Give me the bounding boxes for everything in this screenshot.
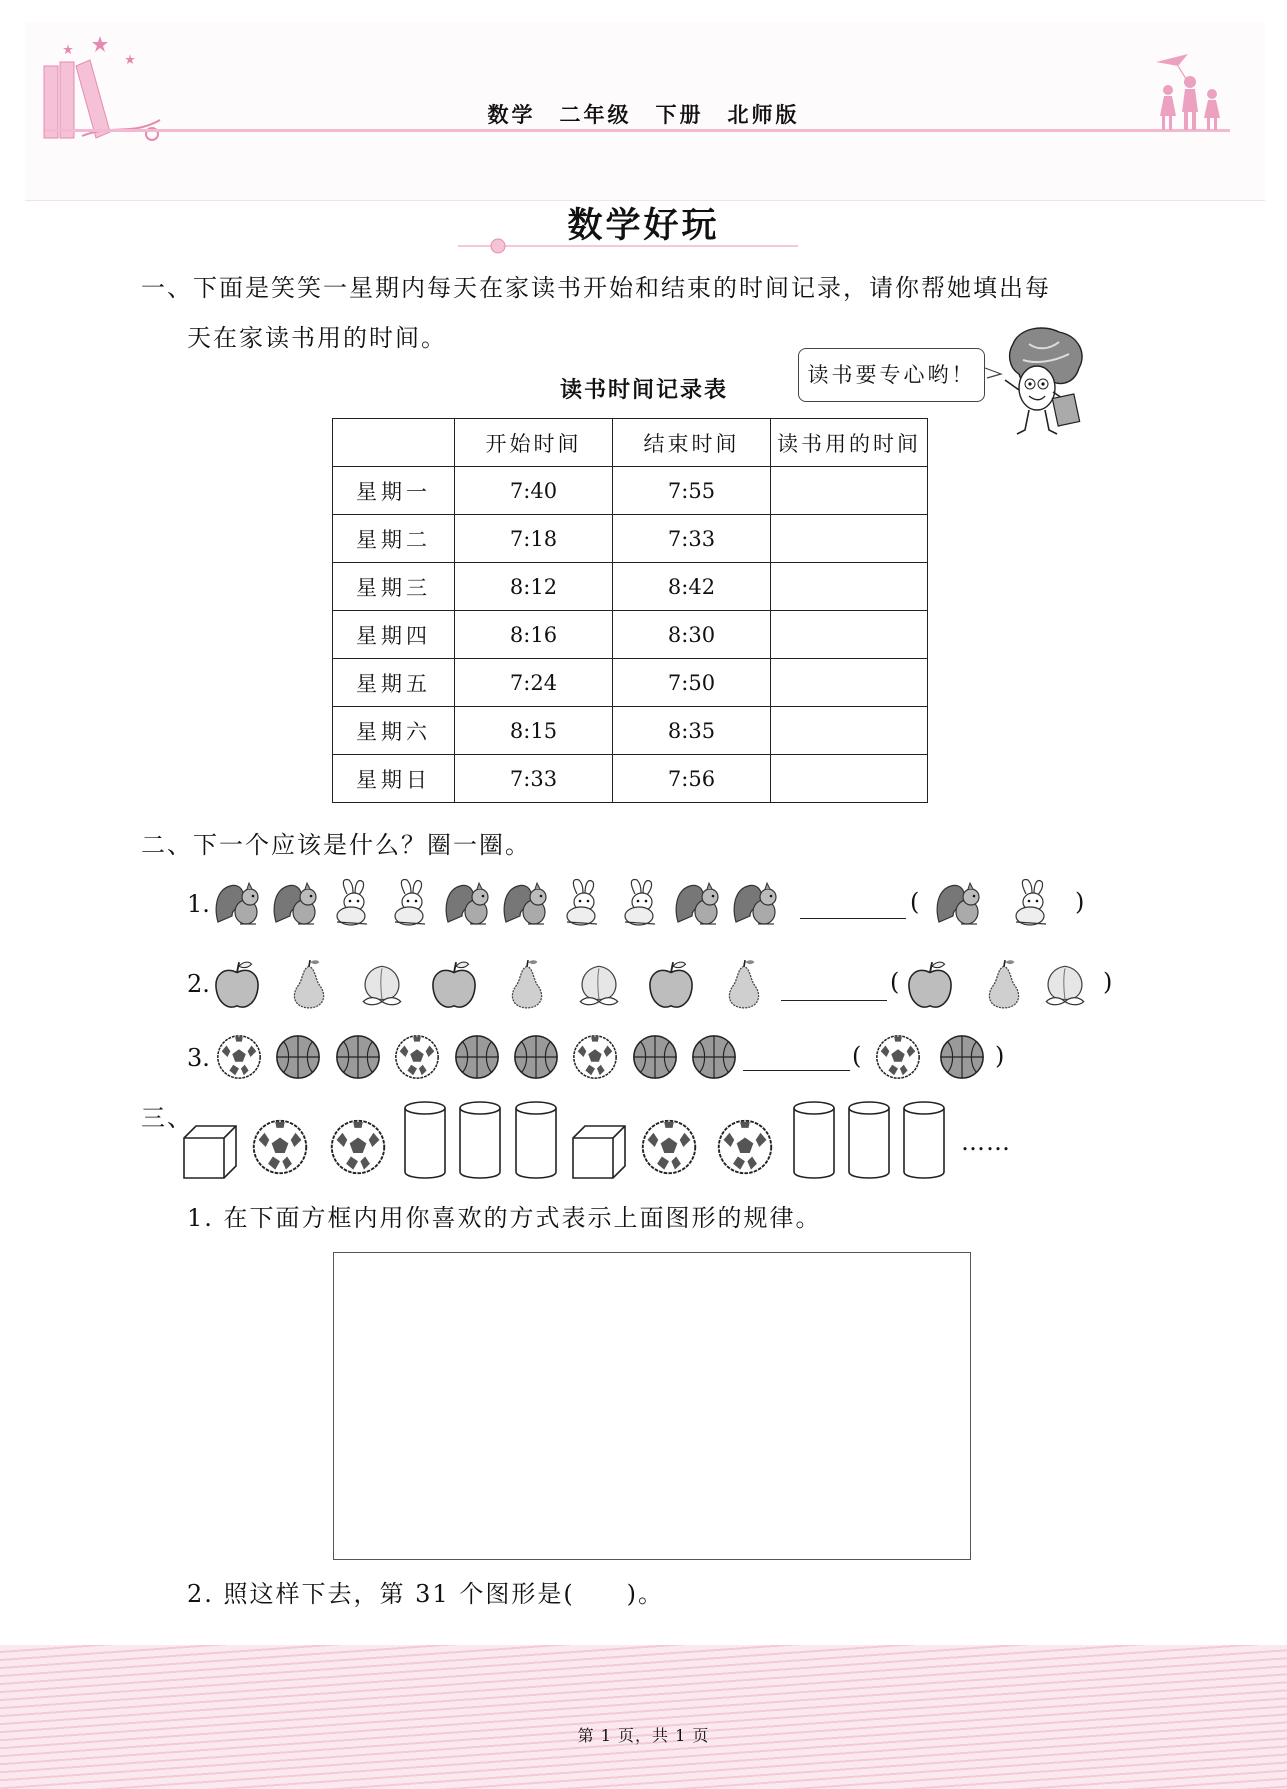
option-paren-close: ) (1103, 968, 1113, 996)
sequence-number: 1. (187, 890, 210, 918)
basketball-icon (273, 1032, 323, 1082)
basketball-icon (511, 1032, 561, 1082)
table-row (333, 611, 928, 659)
option-paren-open: ( (890, 968, 900, 996)
cylinder-shape (457, 1100, 503, 1180)
rabbit-icon (327, 878, 379, 930)
table-duration-answer-cell[interactable] (771, 563, 928, 611)
sequence-number: 2. (187, 970, 210, 998)
table-end-time-cell: 7:50 (613, 659, 771, 707)
header-title: 数学 二年级 下册 北师版 (487, 102, 800, 127)
table-start-time-cell: 7:33 (455, 755, 613, 803)
squirrel-icon (442, 878, 494, 930)
header-divider (45, 129, 1230, 132)
option-paren-close: ) (995, 1042, 1005, 1070)
page-number: 第 1 页，共 1 页 (577, 1726, 710, 1745)
squirrel-icon (730, 878, 782, 930)
table-end-time-cell: 8:35 (613, 707, 771, 755)
peach-icon (572, 958, 626, 1012)
cylinder-shape (791, 1100, 837, 1180)
table-day-cell: 星期六 (333, 707, 455, 755)
pear-icon (500, 958, 554, 1012)
rabbit-icon (385, 878, 437, 930)
question-3-part2: 2. 照这样下去，第 31 个图形是( )。 (187, 1580, 665, 1608)
table-header-row (333, 419, 928, 467)
footer-band (0, 1645, 1287, 1789)
table-end-time-cell: 8:30 (613, 611, 771, 659)
option-squirrel-icon[interactable] (933, 878, 985, 930)
kids-kite-ornament (1148, 52, 1228, 132)
reading-time-table (332, 418, 928, 803)
table-row (333, 515, 928, 563)
squirrel-icon (212, 878, 264, 930)
table-start-time-cell: 7:40 (455, 467, 613, 515)
cube-shape (571, 1120, 627, 1180)
title-underline-ornament (458, 238, 798, 254)
question-3-part1: 1. 在下面方框内用你喜欢的方式表示上面图形的规律。 (187, 1204, 822, 1232)
answer-blank-line (800, 918, 906, 919)
soccer-shape (638, 1116, 700, 1178)
pear-icon (717, 958, 771, 1012)
table-day-cell: 星期日 (333, 755, 455, 803)
soccer-icon (570, 1032, 620, 1082)
squirrel-icon (500, 878, 552, 930)
cylinder-shape (513, 1100, 559, 1180)
table-row (333, 563, 928, 611)
soccer-shape (327, 1116, 389, 1178)
table-duration-answer-cell[interactable] (771, 755, 928, 803)
table-end-time-cell: 7:33 (613, 515, 771, 563)
pear-icon (282, 958, 336, 1012)
answer-drawing-box[interactable] (333, 1252, 971, 1560)
option-rabbit-icon[interactable] (1006, 878, 1058, 930)
table-start-time-cell: 8:12 (455, 563, 613, 611)
table-end-time-cell: 8:42 (613, 563, 771, 611)
table-header-cell (333, 419, 455, 467)
table-start-time-cell: 7:18 (455, 515, 613, 563)
squirrel-icon (672, 878, 724, 930)
table-start-time-cell: 8:16 (455, 611, 613, 659)
option-pear-icon[interactable] (977, 958, 1031, 1012)
option-peach-icon[interactable] (1038, 958, 1092, 1012)
option-paren-open: ( (852, 1042, 862, 1070)
soccer-shape (249, 1116, 311, 1178)
rabbit-icon (557, 878, 609, 930)
page-title: 数学好玩 (567, 205, 720, 246)
table-header-cell: 开始时间 (455, 419, 613, 467)
cube-shape (182, 1120, 238, 1180)
soccer-icon (214, 1032, 264, 1082)
cylinder-shape (402, 1100, 448, 1180)
apple-icon (427, 958, 481, 1012)
basketball-icon (630, 1032, 680, 1082)
table-header-cell: 结束时间 (613, 419, 771, 467)
table-row (333, 707, 928, 755)
table-day-cell: 星期三 (333, 563, 455, 611)
table-header-cell: 读书用的时间 (771, 419, 928, 467)
option-basketball-icon[interactable] (937, 1032, 987, 1082)
squirrel-icon (270, 878, 322, 930)
question-1-text-line2: 天在家读书用的时间。 (187, 324, 447, 352)
table-start-time-cell: 8:15 (455, 707, 613, 755)
table-duration-answer-cell[interactable] (771, 659, 928, 707)
rabbit-icon (615, 878, 667, 930)
question-1-text-line1: 一、下面是笑笑一星期内每天在家读书开始和结束的时间记录，请你帮她填出每 (141, 274, 1051, 302)
table-duration-answer-cell[interactable] (771, 467, 928, 515)
basketball-icon (452, 1032, 502, 1082)
option-paren-open: ( (910, 888, 920, 916)
apple-icon (210, 958, 264, 1012)
option-paren-close: ) (1075, 888, 1085, 916)
answer-blank-line (781, 1000, 887, 1001)
table-duration-answer-cell[interactable] (771, 707, 928, 755)
table-day-cell: 星期二 (333, 515, 455, 563)
table-end-time-cell: 7:55 (613, 467, 771, 515)
table-duration-answer-cell[interactable] (771, 611, 928, 659)
sequence-number: 3. (187, 1044, 210, 1072)
speech-bubble: 读书要专心哟！ (798, 348, 985, 402)
sequence-ellipsis: …… (961, 1128, 1011, 1156)
table-row (333, 755, 928, 803)
soccer-icon (392, 1032, 442, 1082)
option-apple-icon[interactable] (903, 958, 957, 1012)
table-start-time-cell: 7:24 (455, 659, 613, 707)
apple-icon (644, 958, 698, 1012)
table-caption: 读书时间记录表 (560, 378, 729, 403)
table-row (333, 467, 928, 515)
question-3-label: 三、 (141, 1104, 193, 1132)
cylinder-shape (901, 1100, 947, 1180)
table-end-time-cell: 7:56 (613, 755, 771, 803)
table-row (333, 659, 928, 707)
table-day-cell: 星期一 (333, 467, 455, 515)
basketball-icon (689, 1032, 739, 1082)
cylinder-shape (846, 1100, 892, 1180)
basketball-icon (333, 1032, 383, 1082)
table-duration-answer-cell[interactable] (771, 515, 928, 563)
answer-blank-line (743, 1070, 850, 1071)
soccer-shape (714, 1116, 776, 1178)
cabbage-mascot-illustration (983, 324, 1095, 448)
question-2-text: 二、下一个应该是什么？圈一圈。 (141, 831, 531, 859)
peach-icon (355, 958, 409, 1012)
table-day-cell: 星期五 (333, 659, 455, 707)
table-day-cell: 星期四 (333, 611, 455, 659)
option-soccer-icon[interactable] (873, 1032, 923, 1082)
